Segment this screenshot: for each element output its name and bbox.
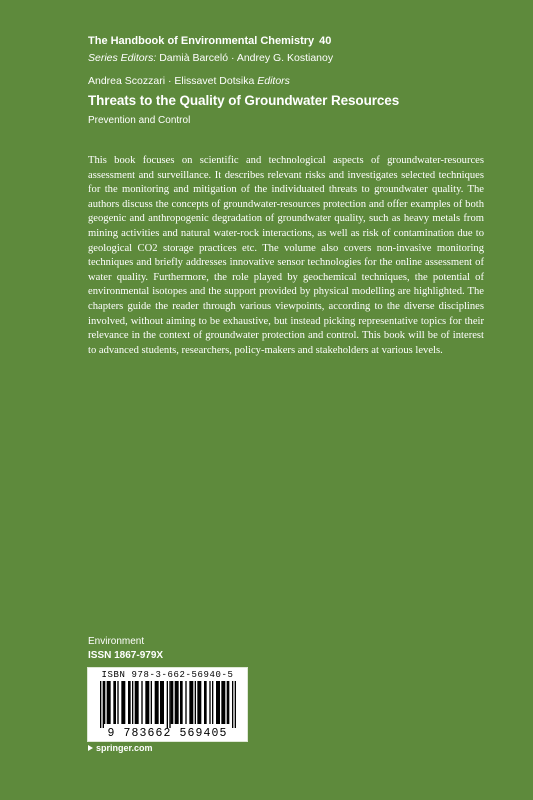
barcode-bar xyxy=(160,681,164,724)
barcode-bar xyxy=(204,681,207,724)
series-volume: 40 xyxy=(319,35,332,47)
ean-digits: 9 783662 569405 xyxy=(107,727,228,740)
barcode-bar xyxy=(128,681,131,724)
book-editors-label: Editors xyxy=(257,75,290,87)
barcode-bar xyxy=(195,681,196,724)
barcode-bar xyxy=(104,681,105,724)
barcode-bar xyxy=(145,681,149,724)
barcode-bar xyxy=(167,681,168,728)
publisher-link[interactable] xyxy=(88,743,153,753)
barcode-bar xyxy=(185,681,186,724)
series-editors-label: Series Editors: xyxy=(88,52,157,64)
barcode-bar xyxy=(216,681,220,724)
barcode-bar xyxy=(209,681,210,724)
barcode-bar xyxy=(103,681,104,728)
barcode-bar xyxy=(175,681,179,724)
barcode-bar xyxy=(221,681,225,724)
barcode-bar xyxy=(121,681,125,724)
barcode-bars xyxy=(100,681,240,728)
barcode-bar xyxy=(189,681,193,724)
series-name: The Handbook of Environmental Chemistry xyxy=(88,35,315,47)
barcode-bar xyxy=(100,681,101,728)
barcode-bar xyxy=(227,681,230,724)
barcode-bar xyxy=(212,681,213,724)
barcode-bar xyxy=(135,681,139,724)
barcode-bar xyxy=(169,681,170,728)
isbn-barcode xyxy=(87,667,248,742)
subject-category: Environment xyxy=(88,636,145,647)
barcode-bar xyxy=(197,681,201,724)
publisher-url: springer.com xyxy=(96,743,153,753)
series-editors xyxy=(88,52,333,64)
barcode-bar xyxy=(113,681,116,724)
book-description: This book focuses on scientific and technological aspects of groundwater-resources assessment and surveillance. It describes relevant risks and investigates selected techniques for the monitoring and mitigation of the individuated threats to groundwater quality. The authors discuss the concepts of groundwater-resources protection and offer examples of both geogenic and anthropogenic degradation of groundwater quality, such as heavy metals from mining activities and natural water-rock interactions, as well as risk of contamination due to geological CO2 storage practices etc. The volume also covers non-invasive monitoring techniques and briefly addresses innovative sensor technologies for the online assessment of water quality. Furthermore, the role played by geochemical techniques, the potential of environmental isotopes and the support provided by physical modelling are highlighted. The chapters guide the reader through various viewpoints, according to the diverse disciplines involved, without aiming to be exhaustive, but instead picking representative topics for their relevance in the context of groundwater protection and control. This book will be of interest to advanced students, researchers, policy-makers and stakeholders at various levels. xyxy=(88,155,484,356)
series-header xyxy=(88,35,331,47)
barcode-bar xyxy=(117,681,118,724)
book-subtitle: Prevention and Control xyxy=(88,115,191,126)
book-editors-names: Andrea Scozzari · Elissavet Dotsika xyxy=(88,75,255,87)
barcode-bar xyxy=(155,681,159,724)
book-editors xyxy=(88,75,290,87)
barcode-bar xyxy=(180,681,183,724)
issn-number: ISSN 1867-979X xyxy=(88,650,164,661)
barcode-bar xyxy=(141,681,142,724)
arrow-right-icon xyxy=(88,745,93,751)
barcode-bar xyxy=(151,681,152,724)
isbn-label: ISBN 978-3-662-56940-5 xyxy=(101,670,234,680)
book-title: Threats to the Quality of Groundwater Resources xyxy=(88,93,400,108)
barcode-bar xyxy=(107,681,111,724)
barcode-bar xyxy=(235,681,236,728)
barcode-bar xyxy=(232,681,233,728)
barcode-bar xyxy=(171,681,174,724)
barcode-bar xyxy=(132,681,133,724)
series-editors-names: Damià Barceló · Andrey G. Kostianoy xyxy=(159,52,334,64)
